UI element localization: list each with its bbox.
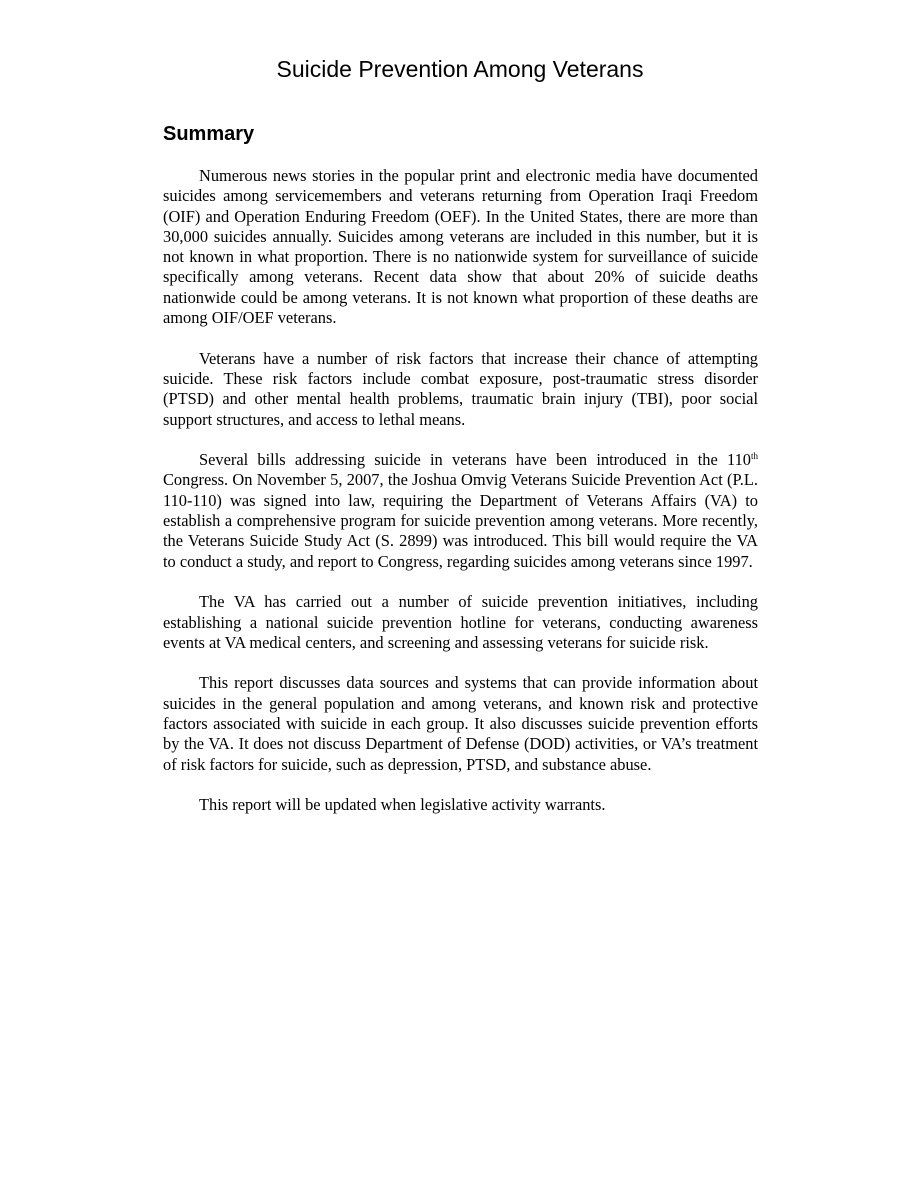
paragraph-update-note: This report will be updated when legislative activity warrants. bbox=[199, 795, 606, 815]
paragraph-media-reports: Numerous news stories in the popular print and electronic media have documented suicides among servicemembers and veterans returning from Operation Iraqi Freedom (OIF) and Operation Enduring Freedom (OEF). In the United States, there are more than 30,000 suicides annually. Suicides among veterans are included in this number, but it is not known in what proportion. There is no nationwide system for surveillance of suicide specifically among veterans. Recent data show that about 20% of suicide deaths nationwide could be among veterans. It is not known what proportion of these deaths are among OIF/OEF veterans. bbox=[163, 166, 758, 328]
paragraph-va-initiatives: The VA has carried out a number of suicide prevention initiatives, including establishing a national suicide prevention hotline for veterans, conducting awareness events at VA medical centers, and screening and assessing veterans for suicide risk. bbox=[163, 592, 758, 652]
summary-heading: Summary bbox=[163, 123, 255, 145]
legislation-text-end: Congress. On November 5, 2007, the Joshua Omvig Veterans Suicide Prevention Act (P.L. 110-110) was signed into law, requiring the Department of Veterans Affairs (VA) to establish a comprehensive program for suicide prevention among veterans. More recently, the Veterans Suicide Study Act (S. 2899) was introduced. This bill would require the VA to conduct a study, and report to Congress, regarding suicides among veterans since 1997. bbox=[163, 470, 758, 571]
paragraph-legislation bbox=[163, 450, 758, 572]
summary-body bbox=[163, 166, 758, 836]
paragraph-report-scope: This report discusses data sources and systems that can provide information about suicides in the general population and among veterans, and known risk and protective factors associated with suicide in each group. It also discusses suicide prevention efforts by the VA. It does not discuss Department of Defense (DOD) activities, or VA’s treatment of risk factors for suicide, such as depression, PTSD, and substance abuse. bbox=[163, 673, 758, 774]
ordinal-superscript: th bbox=[750, 451, 758, 462]
page-title: Suicide Prevention Among Veterans bbox=[276, 56, 644, 82]
legislation-text-start: Several bills addressing suicide in veterans have been introduced in the 110 bbox=[199, 450, 751, 470]
paragraph-risk-factors: Veterans have a number of risk factors that increase their chance of attempting suicide. These risk factors include combat exposure, post-traumatic stress disorder (PTSD) and other mental health problems, traumatic brain injury (TBI), poor social support structures, and access to lethal means. bbox=[163, 348, 758, 429]
